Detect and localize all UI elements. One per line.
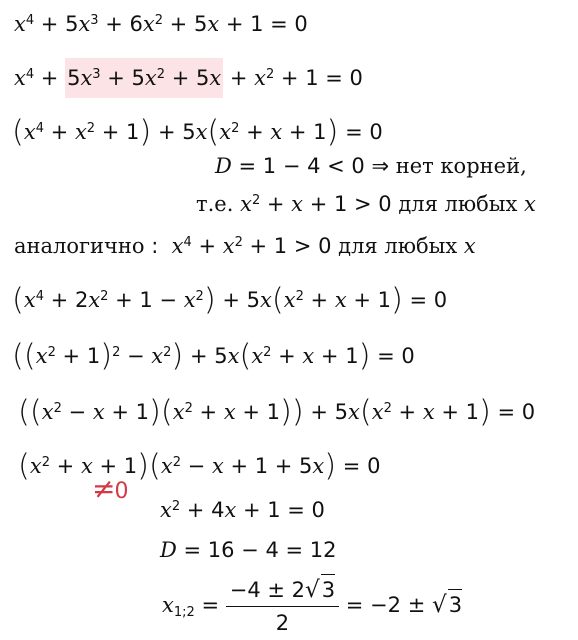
forall-text: для любых (398, 192, 518, 216)
equation-line-6: $((x^2 - x + 1)(x^2 + x + 1)) + 5x(x^2 + x + 1) = 0$ (18, 394, 536, 430)
no-roots-text: нет корней, (395, 154, 527, 178)
equation-line-5: $((x^2 + 1)^2 - x^2) + 5x(x^2 + x + 1) = 0$ (12, 338, 415, 374)
equation-line-4: $(x^4 + 2x^2 + 1 - x^2) + 5x(x^2 + x + 1) = 0$ (12, 282, 448, 318)
equation-line-7: $(x^2 + x + 1)(x^2 - x + 1 + 5x) = 0$ (18, 448, 381, 484)
highlighted-terms: $5x^3 + 5x^2 + 5x$ (65, 58, 223, 98)
roots-formula: $x_{1;2}$ = $\frac{-4 \pm 2√3}{2}$ = −2 ± √3 (162, 574, 462, 638)
discriminant-note: D = 1 − 4 < 0 ⇒ нет корней, (215, 154, 527, 178)
forall2-text: для любых (338, 234, 458, 258)
analog-text: аналогично (14, 234, 145, 258)
analog-note: аналогично : $x^4 + x^2 + 1 > 0$ для любых x (14, 234, 476, 258)
roots-fraction: $\frac{-4 \pm 2√3}{2}$ (226, 574, 339, 638)
positive-note: т.е. $x^2 + x + 1 > 0$ для любых x (196, 192, 536, 216)
discriminant-line: D = 16 − 4 = 12 (160, 538, 337, 562)
equation-line-2: $x^4 + 5x^3 + 5x^2 + 5x + x^2 + 1 = 0$ (14, 64, 363, 92)
quadratic-equation: $x^2 + 4x + 1 = 0$ (160, 498, 325, 522)
not-zero-mark: ≠0 (92, 472, 129, 505)
ie-text: т.е. (196, 192, 234, 216)
equation-line-1: $x^4 + 5x^3 + 6x^2 + 5x + 1 = 0$ (14, 12, 308, 36)
equation-line-3: $(x^4 + x^2 + 1) + 5x(x^2 + x + 1) = 0$ (12, 114, 383, 150)
